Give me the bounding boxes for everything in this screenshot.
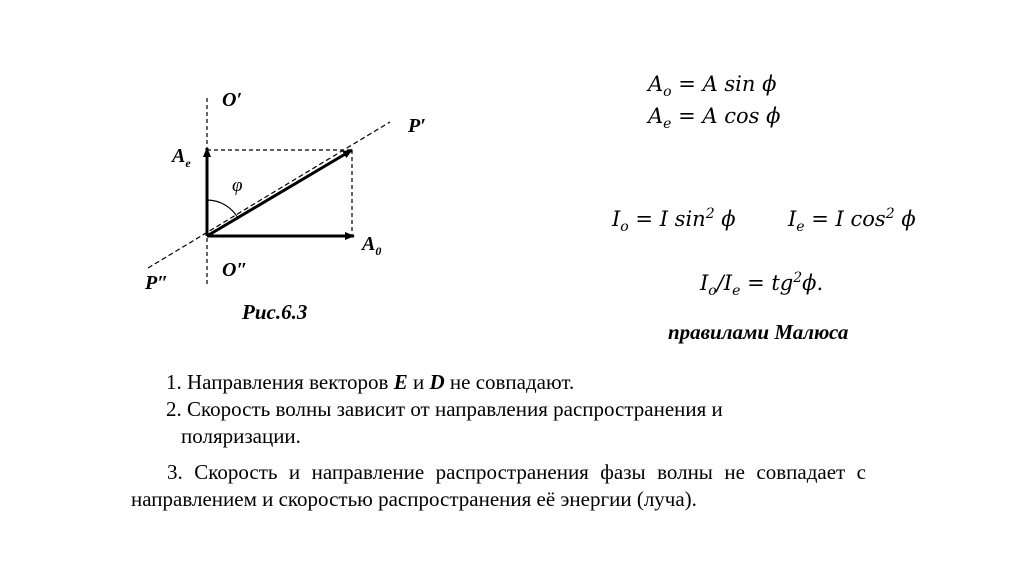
formula-ae: $A_e = A$ cos ϕ: [648, 104, 781, 133]
label-ae: $A_e$: [172, 145, 191, 170]
label-o-double-prime: O″: [222, 259, 248, 281]
malus-law-label: правилами Малюса: [668, 320, 849, 344]
point-2-line-2: поляризации.: [181, 424, 301, 448]
formula-ratio: $I_o/I_e = tg^2\phi$.: [700, 270, 824, 300]
label-p-double-prime: P″: [145, 272, 169, 294]
formula-ao: $A_o = A$ sin ϕ: [648, 72, 777, 101]
axis-p-dashed: [148, 122, 390, 268]
angle-arc-phi: [207, 200, 238, 218]
vector-a: [207, 150, 352, 236]
point-1: 1. Направления векторов E и D не совпадают.: [166, 370, 575, 394]
label-p-prime: P′: [408, 115, 426, 137]
formula-ie: $I_e = I$ $\cos^2 \phi$: [788, 206, 916, 236]
label-o-prime: O′: [222, 89, 243, 111]
figure-caption: Рис.6.3: [242, 300, 308, 324]
formula-io: $I_o = I$ $\sin^2 \phi$: [612, 206, 736, 236]
point-2-line-1: 2. Скорость волны зависит от направления распространения и: [166, 397, 723, 421]
point-3: 3. Скорость и направление распространения фазы волны не совпадает с направлением и скоростью распространения её энергии (луча).: [131, 460, 866, 511]
label-phi: φ: [232, 175, 243, 196]
label-ao: $A_0$: [362, 233, 382, 258]
